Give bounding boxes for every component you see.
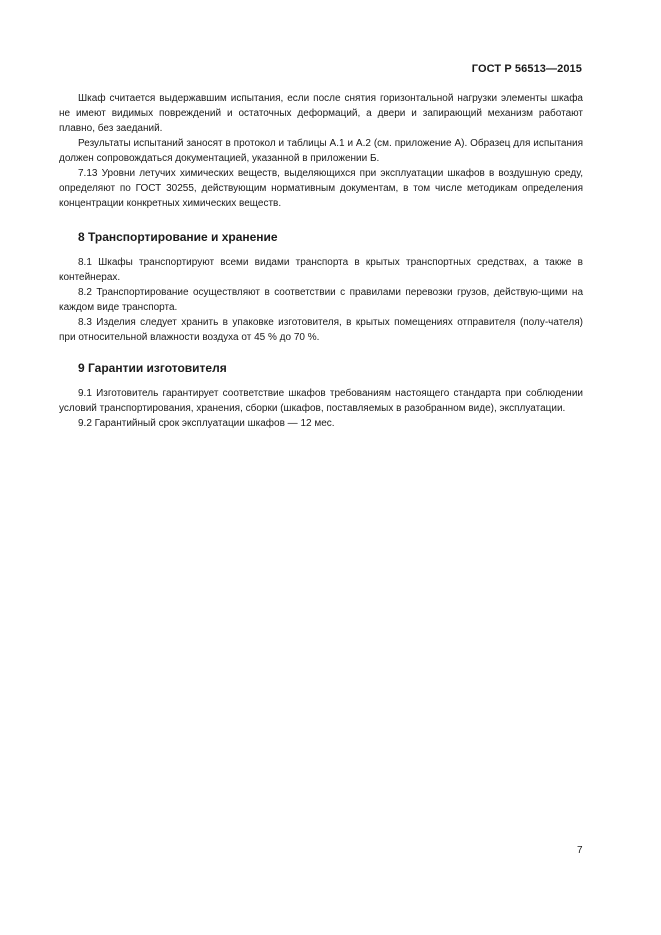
standard-code: ГОСТ Р 56513—2015 (471, 63, 582, 75)
paragraph: 8.3 Изделия следует хранить в упаковке изготовителя, в крытых помещениях отправителя (полу-чателя) при относительной влажности воздуха от 45 % до 70 %. (59, 317, 583, 343)
paragraph: 7.13 Уровни летучих химических веществ, выделяющихся при эксплуатации шкафов в воздушную среду, определяют по ГОСТ 30255, действующим нормативным документам, в том числе методикам определения концентрации конкретных химических веществ. (59, 168, 583, 209)
section-heading-8: 8 Транспортирование и хранение (78, 230, 278, 244)
paragraph: 9.2 Гарантийный срок эксплуатации шкафов — 12 мес. (78, 418, 335, 429)
section-heading-9: 9 Гарантии изготовителя (78, 361, 227, 375)
page-content (59, 91, 583, 431)
paragraph: Шкаф считается выдержавшим испытания, если после снятия горизонтальной нагрузки элементы шкафа не имеют видимых повреждений и остаточных деформаций, а двери и запирающий механизм работают плавно, без заеданий. (59, 93, 583, 134)
paragraph: 9.1 Изготовитель гарантирует соответствие шкафов требованиям настоящего стандарта при соблюдении условий транспортирования, хранения, сборки (шкафов, поставляемых в разобранном виде), эксплуатации. (59, 388, 583, 414)
paragraph: 8.2 Транспортирование осуществляют в соответствии с правилами перевозки грузов, действую-щими на каждом виде транспорта. (59, 287, 583, 313)
paragraph: 8.1 Шкафы транспортируют всеми видами транспорта в крытых транспортных средствах, а также в контейнерах. (59, 257, 583, 283)
page-number: 7 (577, 845, 583, 856)
paragraph: Результаты испытаний заносят в протокол и таблицы А.1 и А.2 (см. приложение А). Образец для испытания должен сопровождаться документацией, указанной в приложении Б. (59, 138, 583, 164)
